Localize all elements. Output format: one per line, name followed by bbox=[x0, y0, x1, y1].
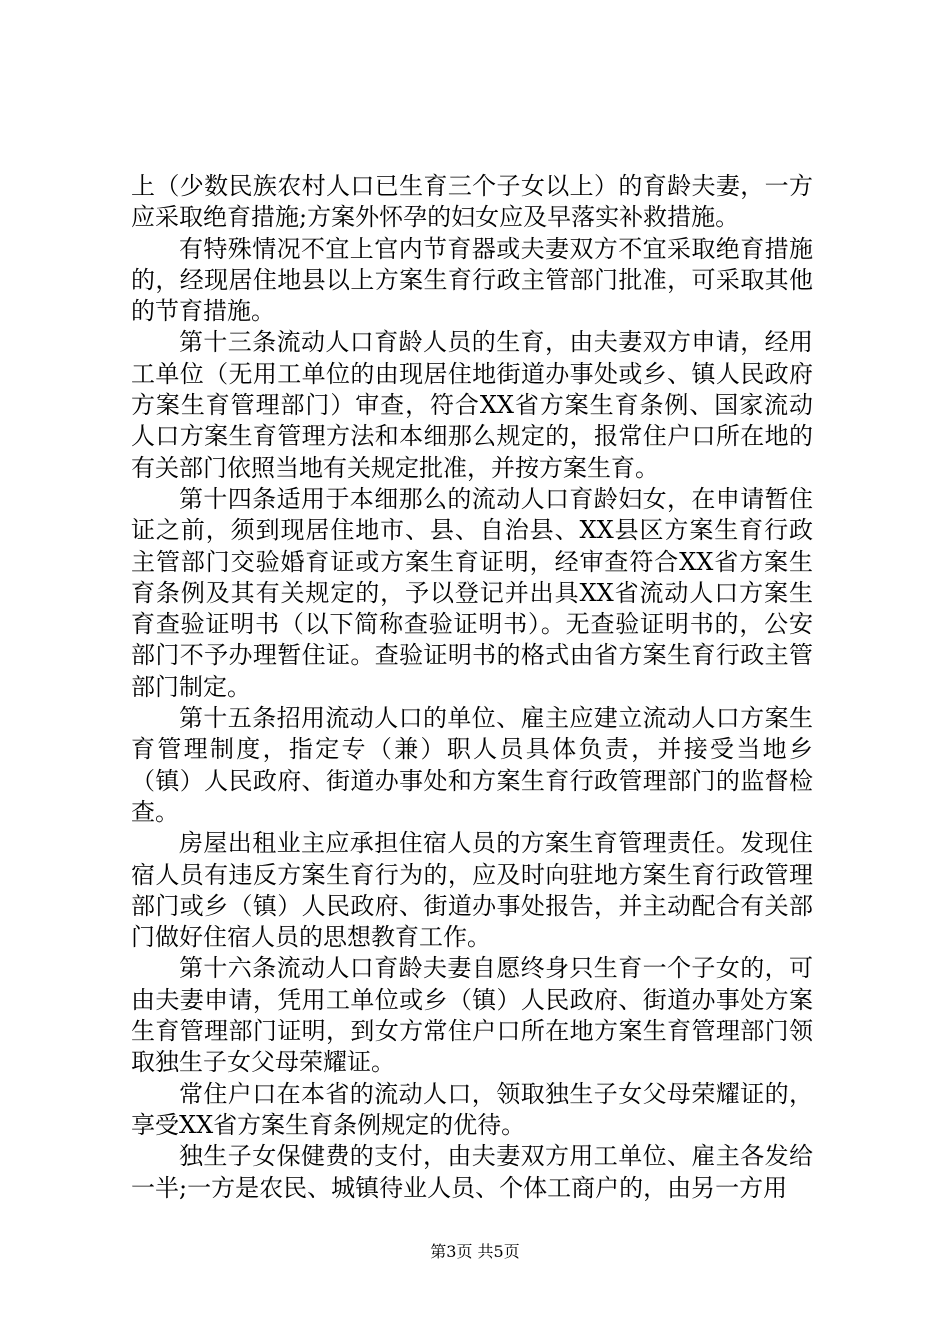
paragraph-article-13: 第十三条流动人口育龄人员的生育，由夫妻双方申请，经用工单位（无用工单位的由现居住地街道办事处或乡、镇人民政府方案生育管理部门）审查，符合XX省方案生育条例、国家流动人口方案生育管理方法和本细那么规定的，报常住户口所在地的有关部门依照当地有关规定批准，并按方案生育。 bbox=[131, 328, 813, 482]
paragraph-article-14: 第十四条适用于本细那么的流动人口育龄妇女，在申请暂住证之前，须到现居住地市、县、自治县、XX县区方案生育行政主管部门交验婚育证或方案生育证明，经审查符合XX省方案生育条例及其有关规定的，予以登记并出具XX省流动人口方案生育查验证明书（以下简称查验证明书）。无查验证明书的，公安部门不予办理暂住证。查验证明书的格式由省方案生育行政主管部门制定。 bbox=[131, 484, 813, 701]
paragraph-resident-benefits: 常住户口在本省的流动人口，领取独生子女父母荣耀证的，享受XX省方案生育条例规定的优待。 bbox=[131, 1079, 813, 1139]
paragraph-article-16: 第十六条流动人口育龄夫妻自愿终身只生育一个子女的，可由夫妻申请，凭用工单位或乡（镇）人民政府、街道办事处方案生育管理部门证明，到女方常住户口所在地方案生育管理部门领取独生子女父母荣耀证。 bbox=[131, 954, 813, 1077]
paragraph-health-fee: 独生子女保健费的支付，由夫妻双方用工单位、雇主各发给一半;一方是农民、城镇待业人员、个体工商户的，由另一方用 bbox=[131, 1142, 813, 1202]
paragraph-article-15: 第十五条招用流动人口的单位、雇主应建立流动人口方案生育管理制度，指定专（兼）职人员具体负责，并接受当地乡（镇）人民政府、街道办事处和方案生育行政管理部门的监督检查。 bbox=[131, 704, 813, 826]
paragraph-continued: 上（少数民族农村人口已生育三个子女以上）的育龄夫妻，一方应采取绝育措施;方案外怀孕的妇女应及早落实补救措施。 bbox=[131, 172, 813, 232]
document-body bbox=[131, 171, 813, 1204]
paragraph-iud-exception: 有特殊情况不宜上官内节育器或夫妻双方不宜采取绝育措施的，经现居住地县以上方案生育行政主管部门批准，可采取其他的节育措施。 bbox=[131, 234, 813, 326]
page-number-footer: 第3页 共5页 bbox=[430, 1242, 520, 1261]
paragraph-landlord-duty: 房屋出租业主应承担住宿人员的方案生育管理责任。发现住宿人员有违反方案生育行为的，应及时向驻地方案生育行政管理部门或乡（镇）人民政府、街道办事处报告，并主动配合有关部门做好住宿人员的思想教育工作。 bbox=[131, 829, 813, 952]
